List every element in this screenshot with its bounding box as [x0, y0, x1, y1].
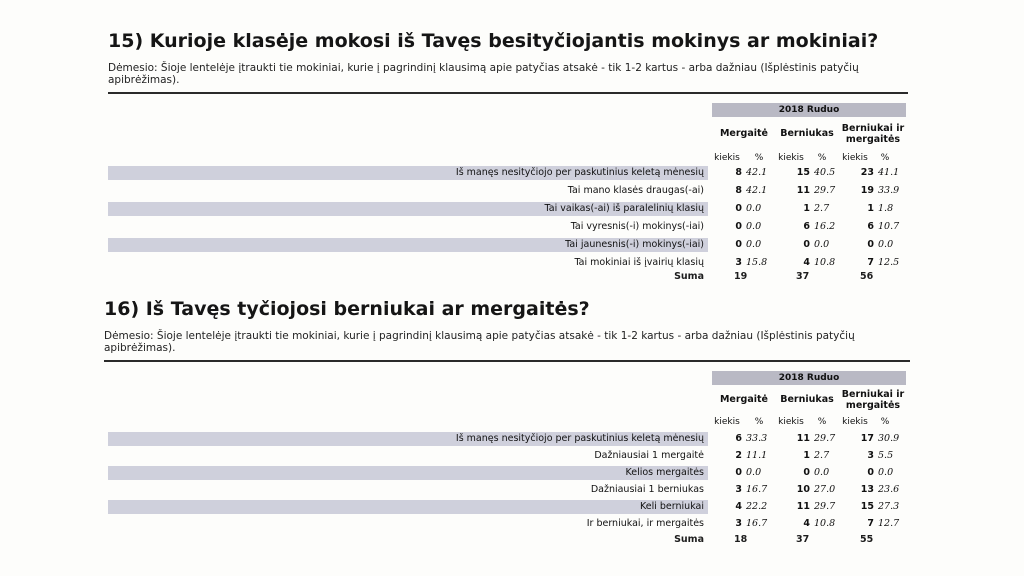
cell-percent: 33.9 [878, 185, 900, 196]
q16-sum-both: 55 [860, 534, 874, 545]
cell-percent: 0.0 [878, 467, 894, 478]
q15-note: Dėmesio: Šioje lentelėje įtraukti tie mokiniai, kurie į pagrindinį klausimą apie patyčias atsakė - tik 1-2 kartus - arba dažniau (Išplėstinis patyčių apibrėžimas). [108, 62, 859, 86]
q15-sum-boy: 37 [796, 271, 810, 282]
row-label: Tai vaikas(-ai) iš paralelinių klasių [544, 203, 704, 214]
q15-divider [108, 92, 908, 94]
cell-percent: 0.0 [746, 239, 762, 250]
q15-sum-girl: 19 [734, 271, 748, 282]
cell-percent: 5.5 [878, 450, 894, 461]
row-label: Dažniausiai 1 mergaitė [594, 450, 704, 461]
cell-percent: 1.8 [878, 203, 894, 214]
q16-group-both: Berniukai ir mergaitės [841, 389, 905, 411]
q15-group-boy: Berniukas [780, 128, 834, 139]
cell-percent: 10.8 [814, 518, 836, 529]
cell-count: 1 [867, 203, 874, 214]
cell-count: 23 [860, 167, 874, 178]
cell-percent: 42.1 [746, 185, 768, 196]
q15-sub-n-both: kiekis [842, 153, 868, 163]
cell-percent: 22.2 [746, 501, 768, 512]
q16-sum-boy: 37 [796, 534, 810, 545]
cell-count: 15 [796, 167, 810, 178]
row-label: Kelios mergaitės [625, 467, 704, 478]
cell-count: 1 [803, 203, 810, 214]
cell-percent: 2.7 [814, 203, 830, 214]
q16-sub-n-both: kiekis [842, 417, 868, 427]
row-label: Ir berniukai, ir mergaitės [586, 518, 704, 529]
cell-percent: 10.8 [814, 257, 836, 268]
cell-percent: 16.7 [746, 484, 768, 495]
row-label: Tai vyresnis(-i) mokinys(-iai) [570, 221, 704, 232]
cell-percent: 27.0 [814, 484, 836, 495]
cell-count: 6 [803, 221, 810, 232]
cell-count: 0 [735, 221, 742, 232]
q15-group-both: Berniukai ir mergaitės [841, 123, 905, 145]
cell-percent: 0.0 [746, 221, 762, 232]
cell-percent: 15.8 [746, 257, 768, 268]
cell-count: 10 [796, 484, 810, 495]
cell-count: 3 [735, 518, 742, 529]
q16-sub-p-both: % [880, 417, 890, 427]
row-label: Keli berniukai [640, 501, 704, 512]
cell-percent: 30.9 [878, 433, 900, 444]
q15-sub-p-boy: % [817, 153, 827, 163]
cell-count: 3 [735, 257, 742, 268]
row-label: Dažniausiai 1 berniukas [590, 484, 704, 495]
q16-sum-label: Suma [674, 534, 704, 545]
cell-count: 4 [735, 501, 742, 512]
cell-percent: 16.7 [746, 518, 768, 529]
q16-period-header: 2018 Ruduo [712, 371, 906, 385]
cell-percent: 11.1 [746, 450, 768, 461]
q15-sub-n-girl: kiekis [714, 153, 740, 163]
cell-count: 11 [796, 185, 810, 196]
q15-title: 15) Kurioje klasėje mokosi iš Tavęs besityčiojantis mokinys ar mokiniai? [108, 30, 879, 52]
cell-count: 0 [803, 467, 810, 478]
cell-percent: 0.0 [878, 239, 894, 250]
cell-percent: 0.0 [746, 203, 762, 214]
cell-percent: 10.7 [878, 221, 900, 232]
q15-sum-label: Suma [674, 271, 704, 282]
cell-count: 7 [867, 518, 874, 529]
cell-count: 17 [860, 433, 874, 444]
cell-count: 0 [735, 203, 742, 214]
cell-count: 6 [735, 433, 742, 444]
cell-percent: 16.2 [814, 221, 836, 232]
cell-count: 19 [860, 185, 874, 196]
cell-percent: 33.3 [746, 433, 768, 444]
cell-percent: 0.0 [814, 467, 830, 478]
row-label: Iš manęs nesityčiojo per paskutinius keletą mėnesių [455, 167, 704, 178]
q16-sub-p-boy: % [817, 417, 827, 427]
cell-count: 2 [735, 450, 742, 461]
cell-percent: 2.7 [814, 450, 830, 461]
q16-group-boy: Berniukas [780, 394, 834, 405]
cell-percent: 40.5 [814, 167, 836, 178]
q16-group-girl: Mergaitė [719, 394, 769, 405]
row-label: Iš manęs nesityčiojo per paskutinius keletą mėnesių [455, 433, 704, 444]
cell-percent: 23.6 [878, 484, 900, 495]
cell-count: 0 [803, 239, 810, 250]
cell-count: 8 [735, 167, 742, 178]
q16-sub-n-girl: kiekis [714, 417, 740, 427]
cell-count: 0 [735, 239, 742, 250]
q15-sub-p-both: % [880, 153, 890, 163]
q15-sub-p-girl: % [754, 153, 764, 163]
cell-count: 4 [803, 518, 810, 529]
cell-percent: 42.1 [746, 167, 768, 178]
cell-count: 8 [735, 185, 742, 196]
cell-count: 3 [735, 484, 742, 495]
q16-sum-girl: 18 [734, 534, 748, 545]
cell-percent: 12.5 [878, 257, 900, 268]
cell-percent: 41.1 [878, 167, 900, 178]
cell-count: 6 [867, 221, 874, 232]
cell-count: 0 [735, 467, 742, 478]
cell-percent: 0.0 [814, 239, 830, 250]
q15-sub-n-boy: kiekis [778, 153, 804, 163]
q16-sub-n-boy: kiekis [778, 417, 804, 427]
row-label: Tai jaunesnis(-i) mokinys(-iai) [565, 239, 704, 250]
q16-title: 16) Iš Tavęs tyčiojosi berniukai ar mergaitės? [104, 298, 590, 320]
row-label: Tai mano klasės draugas(-ai) [567, 185, 704, 196]
cell-percent: 12.7 [878, 518, 900, 529]
cell-count: 4 [803, 257, 810, 268]
q15-sum-both: 56 [860, 271, 874, 282]
cell-percent: 29.7 [814, 433, 836, 444]
cell-percent: 0.0 [746, 467, 762, 478]
cell-count: 15 [860, 501, 874, 512]
cell-count: 13 [860, 484, 874, 495]
q16-divider [104, 360, 910, 362]
cell-count: 7 [867, 257, 874, 268]
q16-note: Dėmesio: Šioje lentelėje įtraukti tie mokiniai, kurie į pagrindinį klausimą apie patyčias atsakė - tik 1-2 kartus - arba dažniau (Išplėstinis patyčių apibrėžimas). [104, 330, 855, 354]
q15-group-girl: Mergaitė [719, 128, 769, 139]
cell-count: 11 [796, 433, 810, 444]
cell-percent: 27.3 [878, 501, 900, 512]
row-label: Tai mokiniai iš įvairių klasių [574, 257, 704, 268]
cell-count: 1 [803, 450, 810, 461]
cell-count: 11 [796, 501, 810, 512]
cell-percent: 29.7 [814, 501, 836, 512]
cell-count: 0 [867, 467, 874, 478]
cell-count: 3 [867, 450, 874, 461]
cell-count: 0 [867, 239, 874, 250]
q15-period-header: 2018 Ruduo [712, 103, 906, 117]
cell-percent: 29.7 [814, 185, 836, 196]
q16-sub-p-girl: % [754, 417, 764, 427]
